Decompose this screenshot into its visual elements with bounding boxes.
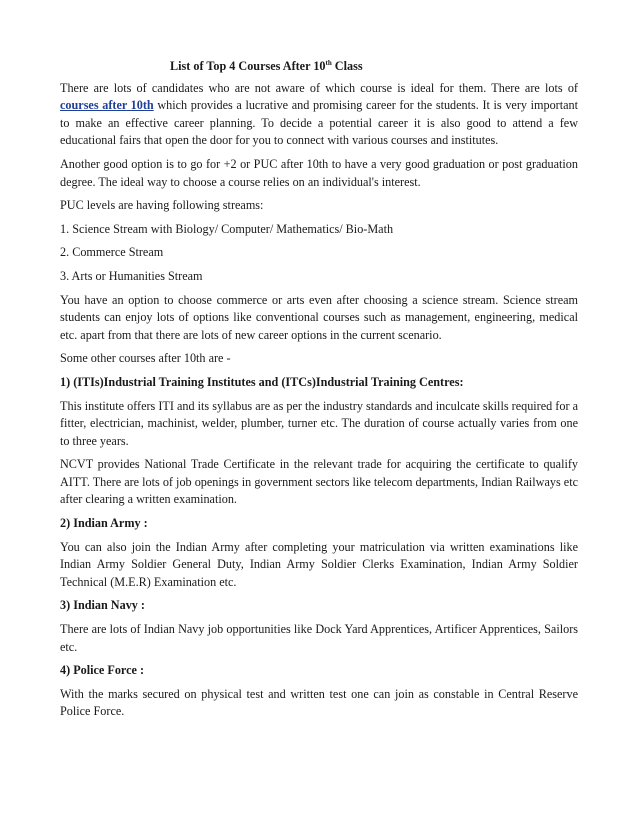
option-paragraph: You have an option to choose commerce or arts even after choosing a science stream. Science stream students can enjoy lots of options like conventional courses such as management, engineering, medical etc. apart from that there are lots of new career options in the current scenario. [60,292,578,342]
puc-levels-text: PUC levels are having following streams: [60,198,264,213]
title-tail: Class [331,59,363,73]
section-heading-iti: 1) (ITIs)Industrial Training Institutes and (ITCs)Industrial Training Centres: [60,374,464,389]
intro-text-after: which provides a lucrative and promising career for the students. It is very important to make an effective career planning. To decide a potential career it is also good to attend a few educational fairs that open the door for you to connect with various courses and institutes. [60,98,579,148]
document-page [60,58,578,727]
section-heading-army: 2) Indian Army : [60,516,148,531]
section-iti-paragraph-2: NCVT provides National Trade Certificate in the relevant trade for acquiring the certificate to qualify AITT. There are lots of job openings in government sectors like telecom departments, Indian Railways etc after clearing a written examination. [60,457,578,507]
puc-paragraph: Another good option is to go for +2 or PUC after 10th to have a very good graduation or post graduation degree. The ideal way to choose a course relies on an individual's interest. [60,156,578,189]
intro-paragraph [60,80,578,150]
courses-after-10th-link[interactable]: courses after 10th [60,98,154,113]
stream-item-commerce: 2. Commerce Stream [60,245,164,260]
section-police-paragraph: With the marks secured on physical test and written test one can join as constable in Central Reserve Police Force. [60,686,578,719]
intro-text-before: There are lots of candidates who are not aware of which course is ideal for them. There are lots of [60,80,578,95]
other-courses-text: Some other courses after 10th are - [60,351,231,366]
section-army-paragraph: You can also join the Indian Army after completing your matriculation via written examinations like Indian Army Soldier General Duty, Indian Army Soldier Clerks Examination, Indian Army Soldier Technical (M.E.R) Examination etc. [60,539,578,589]
section-iti-paragraph-1: This institute offers ITI and its syllabus are as per the industry standards and inculcate skills required for a fitter, electrician, machinist, welder, plumber, turner etc. The duration of course actually varies from one to three years. [60,398,578,448]
section-navy-paragraph: There are lots of Indian Navy job opportunities like Dock Yard Apprentices, Artificer Apprentices, Sailors etc. [60,622,578,654]
page-title [170,58,578,76]
section-heading-police: 4) Police Force : [60,663,145,678]
stream-item-arts: 3. Arts or Humanities Stream [60,268,203,283]
stream-item-science: 1. Science Stream with Biology/ Computer/ Mathematics/ Bio-Math [60,221,394,236]
section-heading-navy: 3) Indian Navy : [60,598,145,613]
title-superscript: th [325,59,332,67]
title-main: List of Top 4 Courses After 10 [170,59,326,73]
